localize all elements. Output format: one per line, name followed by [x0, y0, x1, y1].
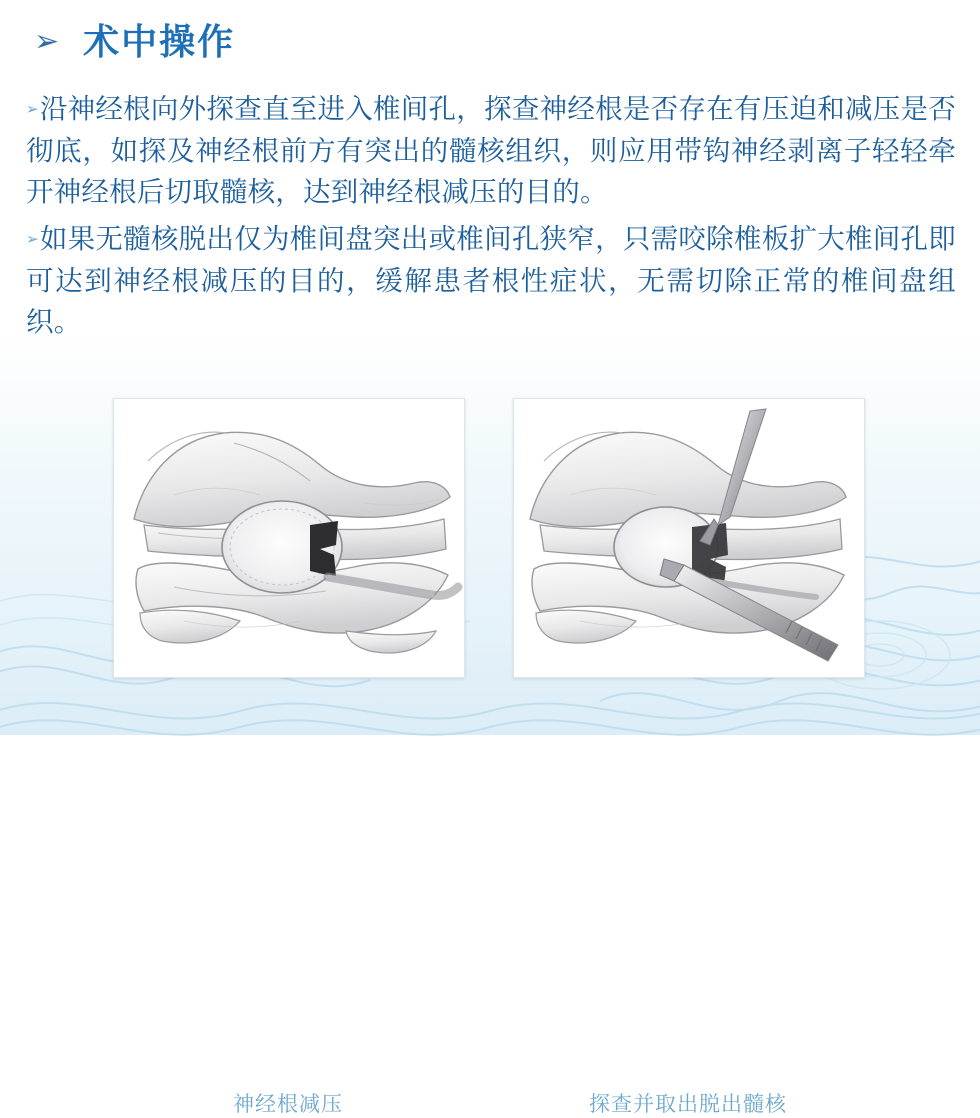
paragraph-bullet-icon: ➢	[26, 101, 39, 118]
figure-group	[0, 398, 980, 1116]
page-title: 术中操作	[83, 21, 236, 62]
paragraph-2-text: 如果无髓核脱出仅为椎间盘突出或椎间孔狭窄，只需咬除椎板扩大椎间孔即可达到神经根减压的目的，缓解患者根性症状，无需切除正常的椎间盘组织。	[26, 223, 956, 337]
figure-caption-right: 探查并取出脱出髓核	[589, 1093, 787, 1116]
paragraph-1	[26, 88, 956, 212]
nucleus-pulposus-removal-illustration	[513, 398, 865, 678]
title-bullet-icon: ➢	[34, 24, 60, 58]
figure-caption-left: 神经根减压	[233, 1093, 343, 1116]
body-text-block	[26, 88, 956, 348]
paragraph-bullet-icon: ➢	[26, 231, 39, 248]
nerve-root-decompression-illustration	[113, 398, 465, 678]
slide-title-row	[34, 14, 235, 65]
paragraph-2	[26, 218, 956, 342]
paragraph-1-text: 沿神经根向外探查直至进入椎间孔，探查神经根是否存在有压迫和减压是否彻底，如探及神经根前方有突出的髓核组织，则应用带钩神经剥离子轻轻牵开神经根后切取髓核，达到神经根减压的目的。	[26, 93, 956, 207]
